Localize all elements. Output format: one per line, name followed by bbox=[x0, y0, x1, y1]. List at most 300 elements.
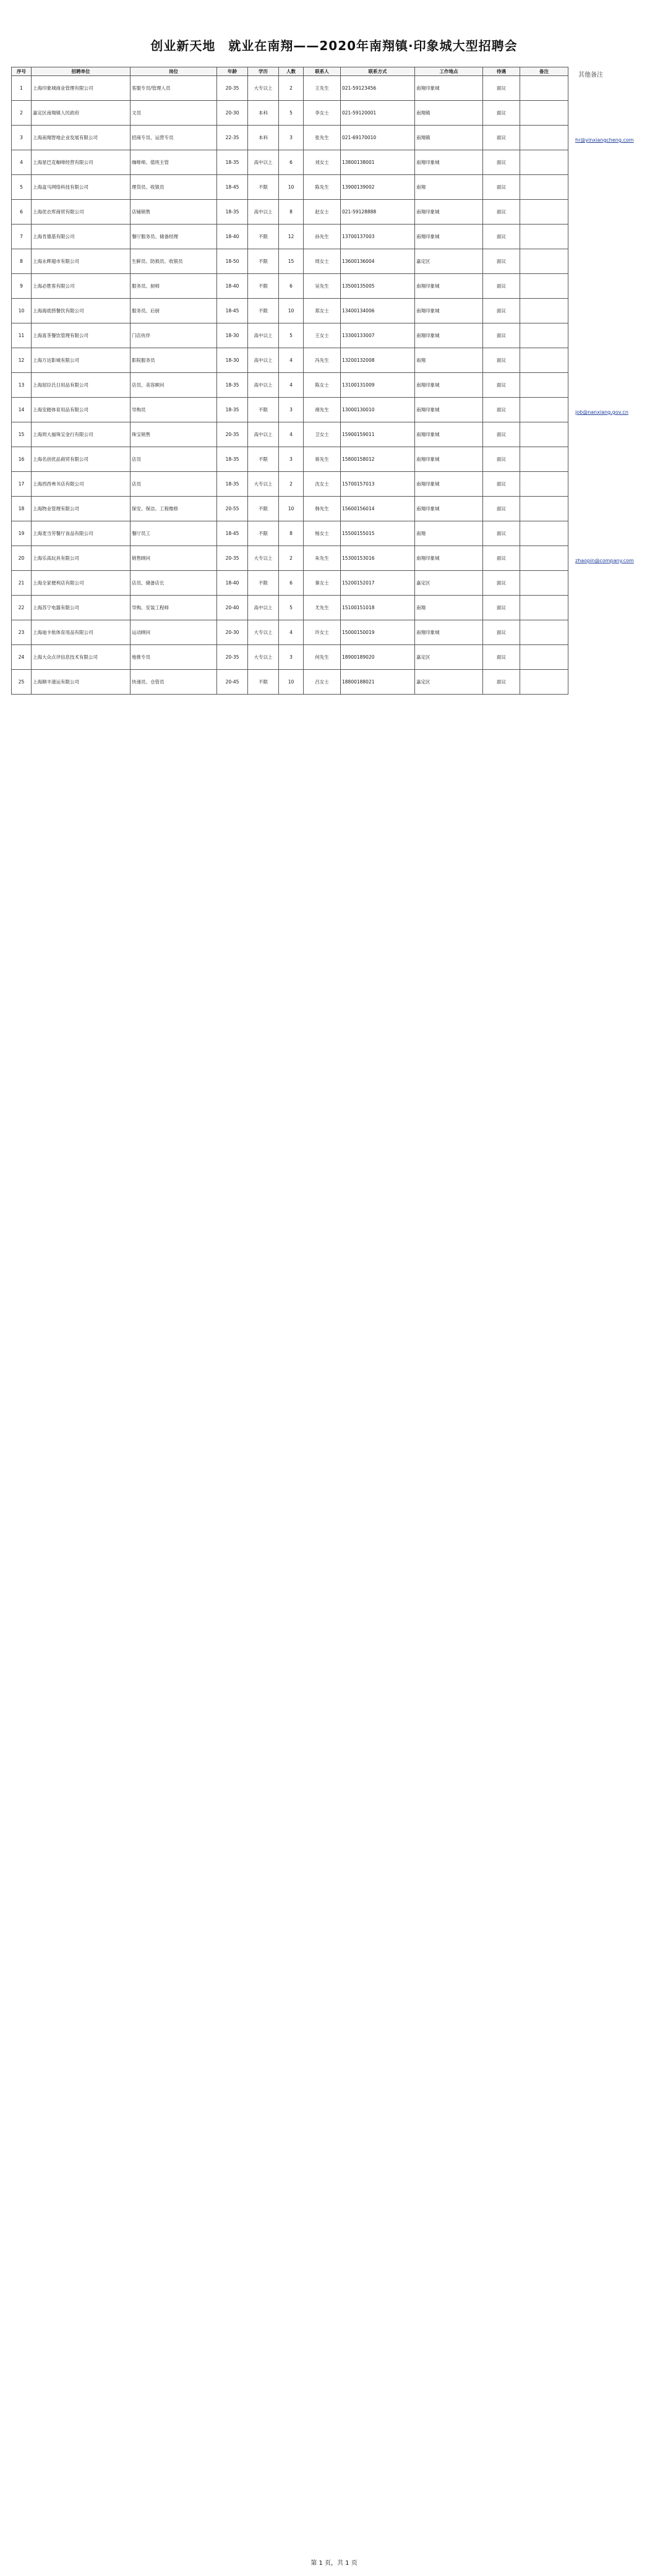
table-cell: 20-35 bbox=[217, 645, 248, 670]
table-cell: 5 bbox=[279, 323, 304, 348]
table-cell: 面议 bbox=[483, 670, 520, 695]
table-cell: 高中以上 bbox=[248, 348, 279, 373]
table-cell: 咖啡师、值班主管 bbox=[131, 150, 217, 175]
table-cell: 13200132008 bbox=[341, 348, 415, 373]
table-cell: 18-30 bbox=[217, 348, 248, 373]
table-cell: 上海海底捞餐饮有限公司 bbox=[32, 299, 131, 323]
table-cell: 10 bbox=[279, 299, 304, 323]
table-cell: 18 bbox=[12, 497, 32, 521]
table-cell: 南翔印象城 bbox=[415, 225, 483, 249]
table-cell: 南翔印象城 bbox=[415, 274, 483, 299]
table-cell: 吴先生 bbox=[304, 274, 341, 299]
table-cell: 4 bbox=[279, 620, 304, 645]
table-cell: 南翔 bbox=[415, 348, 483, 373]
page-footer: 第 1 页，共 1 页 bbox=[310, 2560, 358, 2567]
table-cell bbox=[520, 447, 568, 472]
table-cell: 18-30 bbox=[217, 323, 248, 348]
table-cell: 褚先生 bbox=[304, 398, 341, 422]
table-cell: 18-40 bbox=[217, 571, 248, 596]
table-cell: 3 bbox=[279, 447, 304, 472]
table-cell: 20-35 bbox=[217, 76, 248, 101]
table-row bbox=[12, 596, 568, 620]
table-cell: 高中以上 bbox=[248, 323, 279, 348]
table-row bbox=[12, 472, 568, 497]
table-cell: 6 bbox=[279, 150, 304, 175]
table-cell: 南翔 bbox=[415, 596, 483, 620]
table-row bbox=[12, 348, 568, 373]
table-cell: 18900189020 bbox=[341, 645, 415, 670]
table-cell: 3 bbox=[12, 126, 32, 150]
table-cell: 不限 bbox=[248, 447, 279, 472]
table-cell bbox=[520, 200, 568, 225]
table-cell: 上海南翔智地企业发展有限公司 bbox=[32, 126, 131, 150]
table-cell: 18-35 bbox=[217, 472, 248, 497]
table-cell bbox=[520, 497, 568, 521]
table-cell: 不限 bbox=[248, 249, 279, 274]
table-row bbox=[12, 299, 568, 323]
table-cell bbox=[520, 521, 568, 546]
table-cell: 嘉定区 bbox=[415, 249, 483, 274]
table-header-cell: 招聘单位 bbox=[32, 67, 131, 76]
table-cell: 5 bbox=[279, 101, 304, 126]
table-cell: 面议 bbox=[483, 373, 520, 398]
table-cell: 20-35 bbox=[217, 546, 248, 571]
table-cell: 嘉定区南翔镇人民政府 bbox=[32, 101, 131, 126]
table-cell: 南翔印象城 bbox=[415, 472, 483, 497]
table-cell: 何先生 bbox=[304, 645, 341, 670]
table-cell: 本科 bbox=[248, 101, 279, 126]
table-header-cell: 工作地点 bbox=[415, 67, 483, 76]
sidebar-label: 其他备注 bbox=[578, 72, 603, 79]
table-row bbox=[12, 521, 568, 546]
table-cell: 20-55 bbox=[217, 497, 248, 521]
table-cell: 孙先生 bbox=[304, 225, 341, 249]
table-cell: 面议 bbox=[483, 546, 520, 571]
table-cell: 快递员、仓管员 bbox=[131, 670, 217, 695]
table-cell: 不限 bbox=[248, 398, 279, 422]
table-cell: 门店伙伴 bbox=[131, 323, 217, 348]
table-row bbox=[12, 373, 568, 398]
table-cell: 9 bbox=[12, 274, 32, 299]
table-cell: 高中以上 bbox=[248, 596, 279, 620]
table-cell: 不限 bbox=[248, 521, 279, 546]
table-cell: 021-59120001 bbox=[341, 101, 415, 126]
table-cell bbox=[520, 323, 568, 348]
table-cell: 面议 bbox=[483, 497, 520, 521]
table-cell bbox=[520, 225, 568, 249]
table-cell: 上海喜茶餐饮管理有限公司 bbox=[32, 323, 131, 348]
table-cell: 周女士 bbox=[304, 249, 341, 274]
table-cell: 张先生 bbox=[304, 126, 341, 150]
table-cell: 南翔印象城 bbox=[415, 546, 483, 571]
table-cell: 陈先生 bbox=[304, 175, 341, 200]
table-cell: 大专以上 bbox=[248, 645, 279, 670]
table-cell: 高中以上 bbox=[248, 150, 279, 175]
table-cell: 南翔印象城 bbox=[415, 497, 483, 521]
table-cell bbox=[520, 175, 568, 200]
table-cell bbox=[520, 596, 568, 620]
table-cell bbox=[520, 348, 568, 373]
table-cell: 嘉定区 bbox=[415, 670, 483, 695]
table-cell: 13600136004 bbox=[341, 249, 415, 274]
table-cell: 4 bbox=[279, 422, 304, 447]
table-cell: 导购员 bbox=[131, 398, 217, 422]
table-cell: 杨女士 bbox=[304, 521, 341, 546]
table-cell: 面议 bbox=[483, 571, 520, 596]
table-cell: 高中以上 bbox=[248, 373, 279, 398]
table-cell: 10 bbox=[279, 175, 304, 200]
table-cell: 秦女士 bbox=[304, 571, 341, 596]
table-header-cell: 年龄 bbox=[217, 67, 248, 76]
table-cell: 上海乐高玩具有限公司 bbox=[32, 546, 131, 571]
table-cell: 店员、储备店长 bbox=[131, 571, 217, 596]
table-cell: 2 bbox=[12, 101, 32, 126]
table-cell: 生鲜员、防损员、收银员 bbox=[131, 249, 217, 274]
table-cell: 面议 bbox=[483, 225, 520, 249]
table-cell: 20-30 bbox=[217, 101, 248, 126]
table-cell bbox=[520, 299, 568, 323]
table-cell: 面议 bbox=[483, 447, 520, 472]
table-cell: 25 bbox=[12, 670, 32, 695]
table-cell bbox=[520, 645, 568, 670]
table-cell: 运动顾问 bbox=[131, 620, 217, 645]
table-cell: 11 bbox=[12, 323, 32, 348]
table-row bbox=[12, 274, 568, 299]
table-row bbox=[12, 323, 568, 348]
table-cell: 面议 bbox=[483, 620, 520, 645]
table-cell: 餐厅员工 bbox=[131, 521, 217, 546]
table-cell: 21 bbox=[12, 571, 32, 596]
table-cell: 吕女士 bbox=[304, 670, 341, 695]
table-cell: 4 bbox=[12, 150, 32, 175]
table-cell: 2 bbox=[279, 472, 304, 497]
table-cell: 24 bbox=[12, 645, 32, 670]
table-cell: 上海星巴克咖啡经营有限公司 bbox=[32, 150, 131, 175]
table-cell: 南翔印象城 bbox=[415, 422, 483, 447]
table-cell: 10 bbox=[12, 299, 32, 323]
table-cell: 面议 bbox=[483, 645, 520, 670]
table-cell: 2 bbox=[279, 546, 304, 571]
table-cell bbox=[520, 571, 568, 596]
table-cell: 15 bbox=[279, 249, 304, 274]
table-cell: 16 bbox=[12, 447, 32, 472]
table-cell: 理货员、收银员 bbox=[131, 175, 217, 200]
table-cell: 服务员、厨师 bbox=[131, 274, 217, 299]
table-cell: 面议 bbox=[483, 521, 520, 546]
table-cell: 销售顾问 bbox=[131, 546, 217, 571]
table-cell: 大专以上 bbox=[248, 546, 279, 571]
table-cell: 高中以上 bbox=[248, 422, 279, 447]
table-cell: 23 bbox=[12, 620, 32, 645]
table-cell: 18-45 bbox=[217, 299, 248, 323]
table-cell bbox=[520, 249, 568, 274]
table-row bbox=[12, 101, 568, 126]
table-cell: 15700157013 bbox=[341, 472, 415, 497]
page-title: 创业新天地 就业在南翔——2020年南翔镇·印象城大型招聘会 bbox=[150, 38, 518, 53]
table-cell: 18-35 bbox=[217, 200, 248, 225]
table-cell: 13400134006 bbox=[341, 299, 415, 323]
table-cell: 18-50 bbox=[217, 249, 248, 274]
table-cell: 6 bbox=[12, 200, 32, 225]
table-row bbox=[12, 225, 568, 249]
table-cell: 赵女士 bbox=[304, 200, 341, 225]
table-cell: 影院服务员 bbox=[131, 348, 217, 373]
table-cell: 021-59123456 bbox=[341, 76, 415, 101]
table-cell: 3 bbox=[279, 645, 304, 670]
table-cell: 导购、安装工程师 bbox=[131, 596, 217, 620]
table-cell: 15000150019 bbox=[341, 620, 415, 645]
table-cell: 南翔印象城 bbox=[415, 150, 483, 175]
table-cell: 15 bbox=[12, 422, 32, 447]
table-cell: 餐厅服务员、储备经理 bbox=[131, 225, 217, 249]
table-cell: 上海万达影城有限公司 bbox=[32, 348, 131, 373]
table-cell: 许女士 bbox=[304, 620, 341, 645]
table-cell: 不限 bbox=[248, 497, 279, 521]
table-cell: 保安、保洁、工程维修 bbox=[131, 497, 217, 521]
table-cell: 店铺销售 bbox=[131, 200, 217, 225]
table-cell: 冯先生 bbox=[304, 348, 341, 373]
table-cell: 郑女士 bbox=[304, 299, 341, 323]
table-cell: 韩先生 bbox=[304, 497, 341, 521]
table-cell: 3 bbox=[279, 398, 304, 422]
table-cell: 南翔印象城 bbox=[415, 447, 483, 472]
table-cell: 3 bbox=[279, 126, 304, 150]
table-cell: 不限 bbox=[248, 175, 279, 200]
table-header-cell: 学历 bbox=[248, 67, 279, 76]
table-cell: 7 bbox=[12, 225, 32, 249]
table-header-cell: 岗位 bbox=[131, 67, 217, 76]
table-cell: 13500135005 bbox=[341, 274, 415, 299]
table-header-cell: 序号 bbox=[12, 67, 32, 76]
table-cell: 6 bbox=[279, 571, 304, 596]
table-cell: 大专以上 bbox=[248, 620, 279, 645]
table-cell: 15500155015 bbox=[341, 521, 415, 546]
table-cell: 服务员、后厨 bbox=[131, 299, 217, 323]
table-cell: 不限 bbox=[248, 571, 279, 596]
table-cell bbox=[520, 373, 568, 398]
table-cell bbox=[520, 150, 568, 175]
table-cell: 20 bbox=[12, 546, 32, 571]
table-cell: 店员 bbox=[131, 472, 217, 497]
table-cell: 尤先生 bbox=[304, 596, 341, 620]
table-cell: 15800158012 bbox=[341, 447, 415, 472]
table-cell bbox=[520, 101, 568, 126]
table-cell: 王女士 bbox=[304, 323, 341, 348]
table-cell: 南翔印象城 bbox=[415, 299, 483, 323]
table-cell: 南翔印象城 bbox=[415, 398, 483, 422]
table-cell: 南翔印象城 bbox=[415, 200, 483, 225]
table-row bbox=[12, 126, 568, 150]
table-cell: 19 bbox=[12, 521, 32, 546]
table-cell: 上海麦当劳餐厅食品有限公司 bbox=[32, 521, 131, 546]
table-cell: 南翔印象城 bbox=[415, 620, 483, 645]
table-cell: 珠宝销售 bbox=[131, 422, 217, 447]
table-cell: 上海迪卡侬体育用品有限公司 bbox=[32, 620, 131, 645]
table-cell: 13700137003 bbox=[341, 225, 415, 249]
table-header-row bbox=[12, 67, 568, 76]
table-cell: 上海物业管理有限公司 bbox=[32, 497, 131, 521]
table-cell: 大专以上 bbox=[248, 472, 279, 497]
table-cell: 上海大众点评信息技术有限公司 bbox=[32, 645, 131, 670]
table-cell: 上海盒马网络科技有限公司 bbox=[32, 175, 131, 200]
table-cell: 南翔 bbox=[415, 175, 483, 200]
table-row bbox=[12, 249, 568, 274]
table-cell: 上海周大福珠宝金行有限公司 bbox=[32, 422, 131, 447]
table-cell: 上海名创优品商贸有限公司 bbox=[32, 447, 131, 472]
table-header-cell: 人数 bbox=[279, 67, 304, 76]
table-row bbox=[12, 422, 568, 447]
table-header-cell: 联系方式 bbox=[341, 67, 415, 76]
table-cell: 18-45 bbox=[217, 175, 248, 200]
table-cell: 客服专员/管理人员 bbox=[131, 76, 217, 101]
table-cell: 8 bbox=[279, 200, 304, 225]
table-cell: 6 bbox=[279, 274, 304, 299]
table-cell: 卫女士 bbox=[304, 422, 341, 447]
side-note: job@nanxiang.gov.cn bbox=[575, 409, 628, 415]
table-cell bbox=[520, 620, 568, 645]
table-cell bbox=[520, 472, 568, 497]
table-cell: 嘉定区 bbox=[415, 645, 483, 670]
table-cell: 文员 bbox=[131, 101, 217, 126]
table-cell: 17 bbox=[12, 472, 32, 497]
table-cell: 面议 bbox=[483, 472, 520, 497]
table-cell: 南翔印象城 bbox=[415, 76, 483, 101]
table-cell: 18-40 bbox=[217, 225, 248, 249]
table-cell: 5 bbox=[279, 596, 304, 620]
table-cell: 2 bbox=[279, 76, 304, 101]
table-cell bbox=[520, 422, 568, 447]
table-cell bbox=[520, 274, 568, 299]
table-cell: 上海优衣库商贸有限公司 bbox=[32, 200, 131, 225]
table-cell: 面议 bbox=[483, 150, 520, 175]
table-cell: 13900139002 bbox=[341, 175, 415, 200]
table-cell: 15600156014 bbox=[341, 497, 415, 521]
table-cell: 18-35 bbox=[217, 373, 248, 398]
table-row bbox=[12, 150, 568, 175]
table-cell: 面议 bbox=[483, 249, 520, 274]
side-note: hr@yinxiangcheng.com bbox=[575, 137, 634, 143]
table-cell: 13000130010 bbox=[341, 398, 415, 422]
table-row bbox=[12, 398, 568, 422]
table-cell bbox=[520, 398, 568, 422]
table-cell: 面议 bbox=[483, 422, 520, 447]
table-cell: 面议 bbox=[483, 175, 520, 200]
table-cell: 蒋先生 bbox=[304, 447, 341, 472]
table-cell: 15900159011 bbox=[341, 422, 415, 447]
table-cell: 面议 bbox=[483, 274, 520, 299]
table-cell: 上海必胜客有限公司 bbox=[32, 274, 131, 299]
table-cell: 南翔 bbox=[415, 521, 483, 546]
table-cell: 15300153016 bbox=[341, 546, 415, 571]
table-cell: 朱先生 bbox=[304, 546, 341, 571]
table-cell: 面议 bbox=[483, 76, 520, 101]
table-cell: 13 bbox=[12, 373, 32, 398]
table-cell: 5 bbox=[12, 175, 32, 200]
table-cell: 上海安踏体育用品有限公司 bbox=[32, 398, 131, 422]
table-cell: 4 bbox=[279, 373, 304, 398]
table-cell: 南翔印象城 bbox=[415, 323, 483, 348]
table-cell: 021-59128888 bbox=[341, 200, 415, 225]
table-cell: 18-35 bbox=[217, 150, 248, 175]
table-row bbox=[12, 76, 568, 101]
table-row bbox=[12, 620, 568, 645]
table-cell: 面议 bbox=[483, 348, 520, 373]
table-row bbox=[12, 447, 568, 472]
table-cell: 南翔镇 bbox=[415, 126, 483, 150]
table-cell: 13100131009 bbox=[341, 373, 415, 398]
table-cell: 20-40 bbox=[217, 596, 248, 620]
table-cell: 李女士 bbox=[304, 101, 341, 126]
table-cell: 嘉定区 bbox=[415, 571, 483, 596]
table-cell: 上海肯德基有限公司 bbox=[32, 225, 131, 249]
table-cell: 上海永辉超市有限公司 bbox=[32, 249, 131, 274]
table-cell: 面议 bbox=[483, 323, 520, 348]
table-cell: 招商专员、运营专员 bbox=[131, 126, 217, 150]
table-cell: 面议 bbox=[483, 398, 520, 422]
table-cell bbox=[520, 546, 568, 571]
table-cell: 刘女士 bbox=[304, 150, 341, 175]
table-cell: 22-35 bbox=[217, 126, 248, 150]
table-row bbox=[12, 175, 568, 200]
table-cell: 大专以上 bbox=[248, 76, 279, 101]
table-body bbox=[12, 76, 568, 695]
table-cell: 18-45 bbox=[217, 521, 248, 546]
table-row bbox=[12, 645, 568, 670]
table-cell: 店员、美容顾问 bbox=[131, 373, 217, 398]
table-cell: 地推专员 bbox=[131, 645, 217, 670]
table-cell: 15100151018 bbox=[341, 596, 415, 620]
table-cell: 20-35 bbox=[217, 422, 248, 447]
table-cell: 上海全家便利店有限公司 bbox=[32, 571, 131, 596]
table-cell: 王先生 bbox=[304, 76, 341, 101]
table-cell: 本科 bbox=[248, 126, 279, 150]
table-row bbox=[12, 200, 568, 225]
table-cell: 18800188021 bbox=[341, 670, 415, 695]
side-note: zhaopin@company.com bbox=[575, 558, 634, 563]
table-cell: 上海西西弗书店有限公司 bbox=[32, 472, 131, 497]
table-header-cell: 联系人 bbox=[304, 67, 341, 76]
table-cell: 10 bbox=[279, 670, 304, 695]
table-cell: 上海苏宁电器有限公司 bbox=[32, 596, 131, 620]
table-cell: 20-30 bbox=[217, 620, 248, 645]
table-cell: 8 bbox=[12, 249, 32, 274]
table-cell: 南翔印象城 bbox=[415, 373, 483, 398]
table-cell: 18-35 bbox=[217, 398, 248, 422]
table-header-cell: 备注 bbox=[520, 67, 568, 76]
table-cell: 面议 bbox=[483, 596, 520, 620]
table-cell: 上海印象城商业管理有限公司 bbox=[32, 76, 131, 101]
table-cell: 面议 bbox=[483, 200, 520, 225]
table-cell: 沈女士 bbox=[304, 472, 341, 497]
table-cell bbox=[520, 76, 568, 101]
table-cell bbox=[520, 126, 568, 150]
table-cell: 面议 bbox=[483, 126, 520, 150]
table-cell: 南翔镇 bbox=[415, 101, 483, 126]
table-row bbox=[12, 546, 568, 571]
table-cell: 上海屈臣氏日用品有限公司 bbox=[32, 373, 131, 398]
table-cell: 14 bbox=[12, 398, 32, 422]
table-cell: 13800138001 bbox=[341, 150, 415, 175]
table-cell: 上海顺丰速运有限公司 bbox=[32, 670, 131, 695]
table-row bbox=[12, 571, 568, 596]
table-cell: 不限 bbox=[248, 299, 279, 323]
table-cell: 不限 bbox=[248, 670, 279, 695]
table-row bbox=[12, 670, 568, 695]
table-cell: 4 bbox=[279, 348, 304, 373]
table-cell: 高中以上 bbox=[248, 200, 279, 225]
table-cell: 15200152017 bbox=[341, 571, 415, 596]
table-cell: 20-45 bbox=[217, 670, 248, 695]
